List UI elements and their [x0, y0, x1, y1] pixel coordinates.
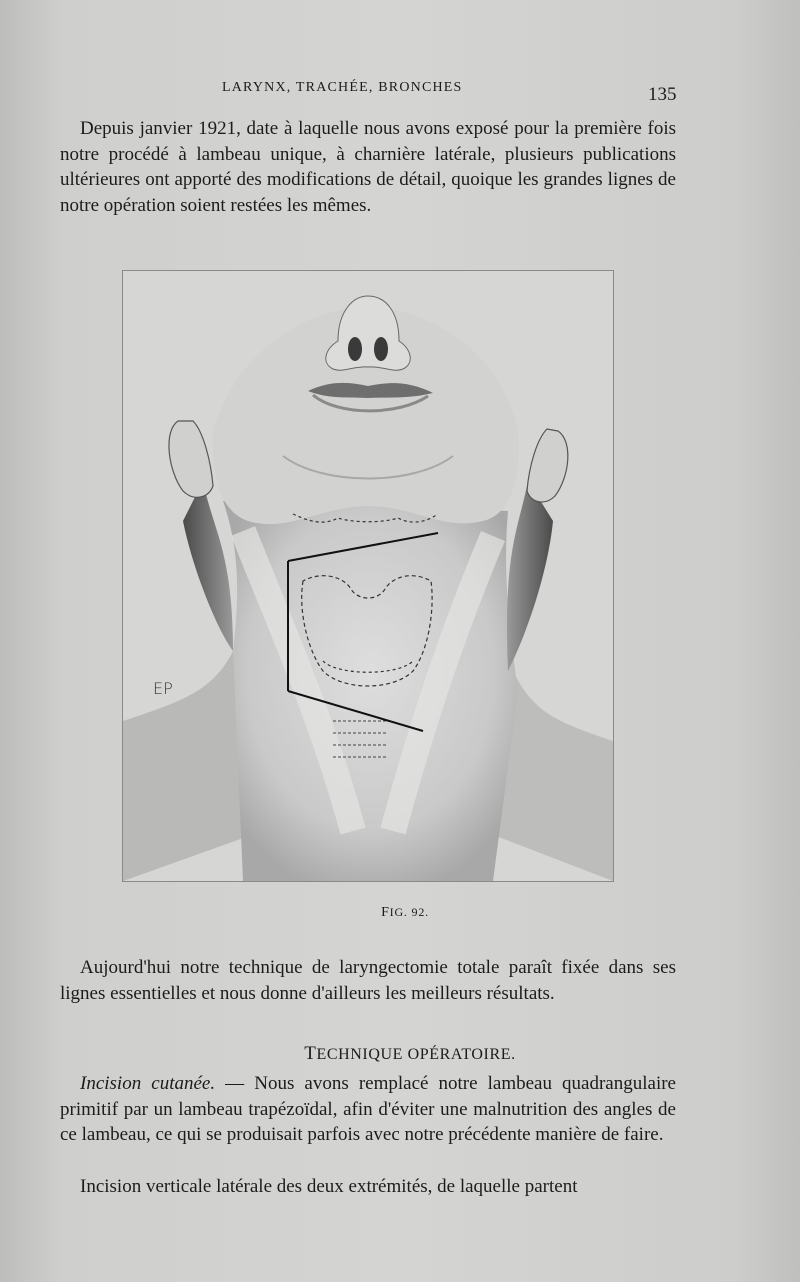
caption-initial: F [381, 905, 390, 920]
figure-illustration [122, 270, 614, 882]
paragraph-technique: Aujourd'hui notre technique de laryngectomie totale paraît fixée dans ses lignes essentielles et nous donne d'ailleurs les meilleurs résultats. [60, 957, 676, 1004]
figure-caption [0, 905, 800, 921]
caption-rest: IG. 92. [389, 905, 429, 919]
paragraph-vertical-incision: Incision verticale latérale des deux extrémités, de laquelle partent [80, 1176, 578, 1197]
section-heading [0, 1043, 800, 1065]
heading-rest: ECHNIQUE OPÉRATOIRE. [316, 1046, 516, 1063]
paragraph-incision [60, 1071, 676, 1148]
incision-lead: Incision cutanée. [80, 1073, 216, 1094]
artist-signature: EP [153, 679, 173, 698]
paragraph-intro: Depuis janvier 1921, date à laquelle nous avons exposé pour la première fois notre procédé à lambeau unique, à charnière latérale, plusieurs publications ultérieures ont apporté des modifications de détail, quoique les grandes lignes de notre opération soient restées les mêmes. [60, 118, 676, 216]
heading-initial: T [304, 1043, 317, 1064]
incision-text: — Nous avons remplacé notre lambeau quadrangulaire primitif par un lambeau trapézoïdal, afin d'éviter une malnutrition des angles de ce lambeau, ce qui se produisait parfois avec notre précédente manière de faire. [60, 1073, 676, 1145]
page-number: 135 [648, 84, 677, 105]
running-title: LARYNX, TRACHÉE, BRONCHES [222, 80, 463, 95]
neck-incision-drawing [123, 271, 613, 881]
